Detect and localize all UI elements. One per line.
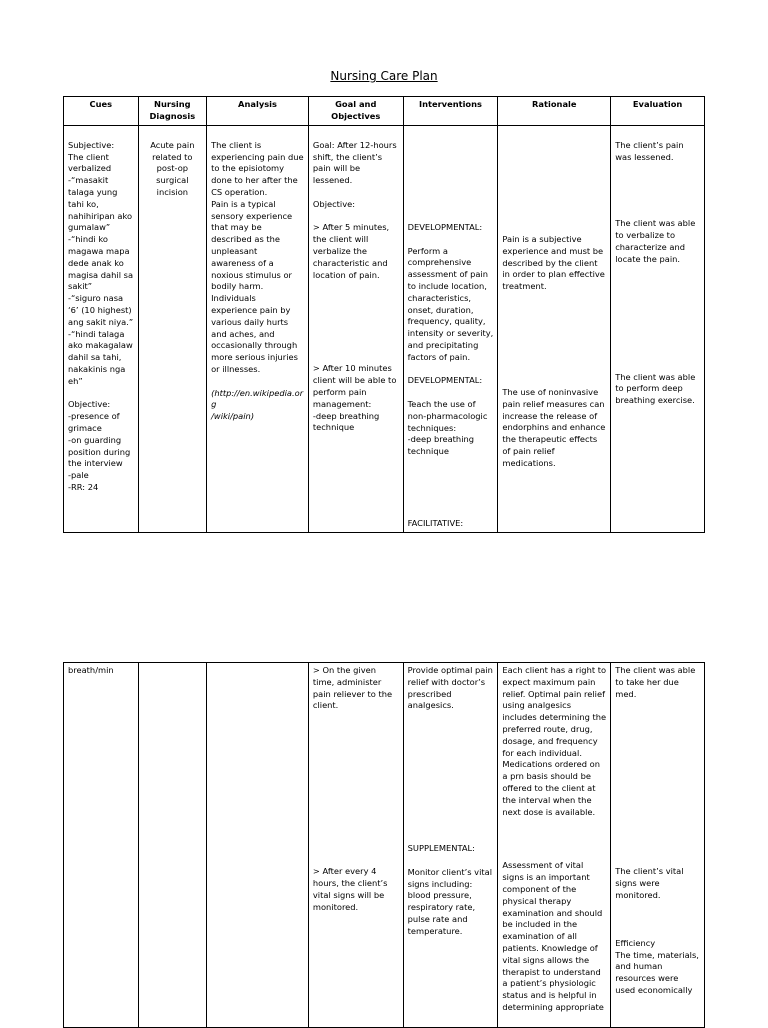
header-row (64, 97, 705, 126)
objective-1: > After 5 minutes, the client will verbalize the characteristic and location of pain. (312, 222, 390, 280)
analysis-cell-continued (207, 663, 309, 1028)
cues-cell (64, 126, 139, 533)
intervention-4: Monitor client’s vital signs including: blood pressure, respiratory rate, pulse rate and temperature. (407, 866, 493, 936)
interventions-cell (403, 126, 498, 533)
goal-cell-continued (308, 663, 403, 1028)
analysis-cell (207, 126, 309, 533)
objective-4: > After every 4 hours, the client’s vital signs will be monitored. (312, 866, 388, 912)
objective-2: > After 10 minutes client will be able to perform pain management: -deep breathing technique (312, 363, 397, 433)
rationale-cell (498, 126, 611, 533)
evaluation-3: The client was able to perform deep breathing exercise. (615, 371, 696, 406)
interventions-cell-continued (403, 663, 498, 1028)
intervention-1: Perform a comprehensive assessment of pain to include location, characteristics, onset, duration, frequency, quality, intensity or severity, and precipitating factors of pain. (407, 245, 494, 362)
evaluation-1: The client’s pain was lessened. (615, 139, 684, 162)
header-evaluation: Evaluation (611, 97, 705, 126)
evaluation-cell-continued (611, 663, 705, 1028)
evaluation-6: Efficiency The time, materials, and human resources were used economically (615, 937, 699, 995)
goal-cell (308, 126, 403, 533)
rationale-cell-continued (498, 663, 611, 1028)
cues-cell-continued (64, 663, 139, 1028)
intervention-2: Teach the use of non-pharmacologic techniques: -deep breathing technique (407, 398, 488, 457)
header-diagnosis: Nursing Diagnosis (138, 97, 207, 126)
intervention-3: Provide optimal pain relief with doctor’s prescribed analgesics. (407, 665, 493, 711)
objective-label: Objective: (312, 198, 356, 209)
header-interventions: Interventions (403, 97, 498, 126)
table-row (64, 126, 705, 533)
rationale-4: Assessment of vital signs is an important component of the physical therapy examination and should be included in the examination of all patients. Knowledge of vital signs allows the therapist to understand a patient’s physiologic status and is helpful in determining appropriate (502, 860, 604, 1012)
header-goal: Goal and Objectives (308, 97, 403, 126)
diagnosis-cell-continued (138, 663, 207, 1028)
header-cues: Cues (64, 97, 139, 126)
page-title: Nursing Care Plan (330, 69, 438, 83)
cues-continued: breath/min (68, 665, 114, 675)
rationale-2: The use of noninvasive pain relief measures can increase the release of endorphins and enhance the therapeutic effects of pain relief medications. (502, 386, 606, 468)
goal-main: Goal: After 12-hours shift, the client’s pain will be lessened. (312, 139, 397, 186)
intervention-label-4: SUPPLEMENTAL: (407, 843, 475, 854)
diagnosis-text: Acute pain related to post-op surgical incision (150, 139, 195, 197)
table-row (64, 663, 705, 1028)
cues-objective: Objective: -presence of grimace -on guarding position during the interview -pale -RR: 24 (68, 399, 131, 492)
intervention-label-3: FACILITATIVE: (407, 517, 464, 528)
intervention-label-1: DEVELOPMENTAL: (407, 222, 483, 232)
rationale-3: Each client has a right to expect maximum pain relief. Optimal pain relief using analgesics includes determining the preferred route, drug, dosage, and frequency for each individual. Medications ordered on a prn basis should be offered to the client at the interval when the next dose is available. (502, 665, 607, 817)
analysis-text: The client is experiencing pain due to the episiotomy done to her after the CS operation. Pain is a typical sensory experience that may be described as the unpleasant awareness of a noxious stimulus or bodily harm. Individuals experience pain by various daily hurts and aches, and occasionally through more serious injuries or illnesses. (211, 139, 304, 374)
header-analysis: Analysis (207, 97, 309, 126)
analysis-source: (http://en.wikipedia.org /wiki/pain) (211, 387, 304, 422)
care-plan-table-top (63, 96, 705, 533)
rationale-1: Pain is a subjective experience and must be described by the client in order to plan effective treatment. (502, 234, 605, 292)
diagnosis-cell (138, 126, 207, 533)
cues-subjective: Subjective: The client verbalized -“masakit talaga yung tahi ko, nahihiripan ako gumalaw” -“hindi ko magawa mapa dede anak ko magisa dahil sa sakit” -“siguro nasa ‘6’ (10 highest) ang sakit niya.” -“hindi talaga ako makagalaw dahil sa tahi, nakakinis nga eh” (68, 139, 134, 386)
evaluation-2: The client was able to verbalize to characterize and locate the pain. (615, 218, 696, 264)
intervention-label-2: DEVELOPMENTAL: (407, 375, 483, 386)
evaluation-cell (611, 126, 705, 533)
objective-3: > On the given time, administer pain reliever to the client. (312, 665, 393, 711)
care-plan-table-continued (63, 662, 705, 1028)
header-rationale: Rationale (498, 97, 611, 126)
evaluation-5: The client’s vital signs were monitored. (615, 866, 684, 900)
evaluation-4: The client was able to take her due med. (615, 665, 696, 699)
